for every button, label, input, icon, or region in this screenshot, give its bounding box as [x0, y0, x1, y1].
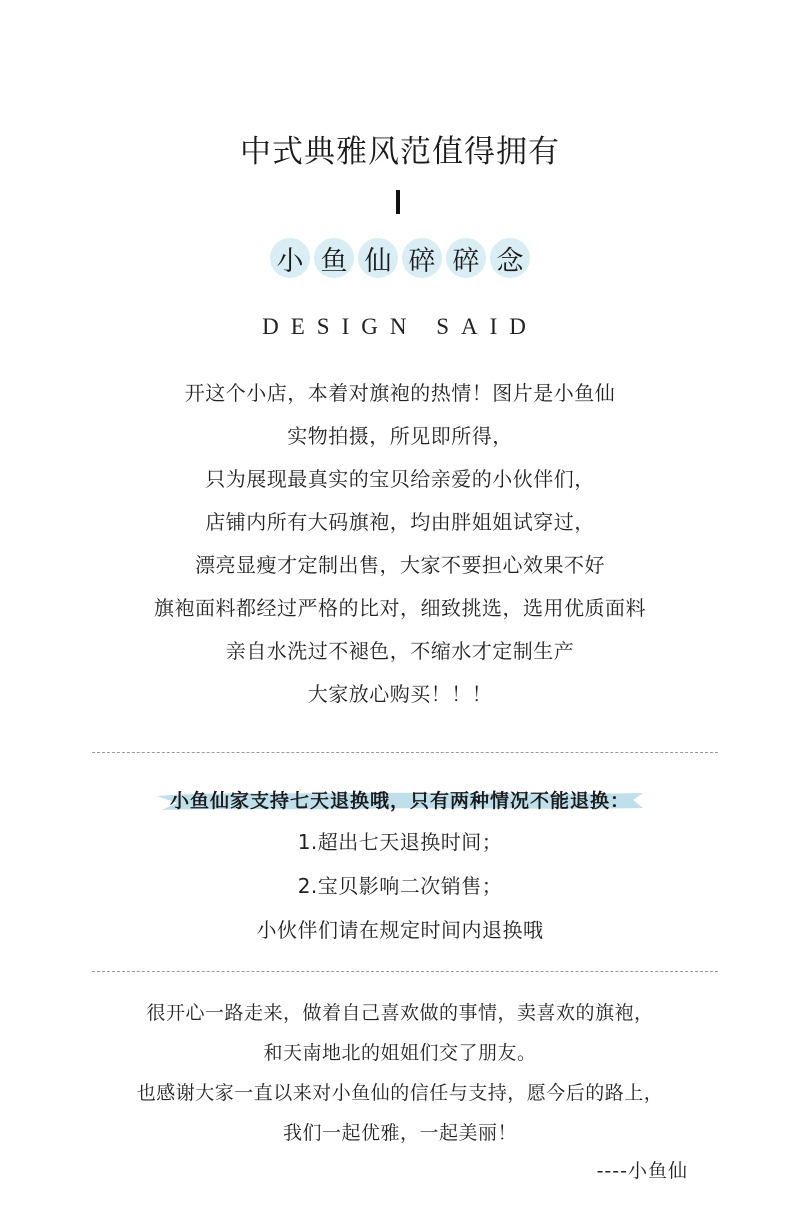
circle-char: 仙 [358, 238, 398, 278]
circle-char: 鱼 [314, 238, 354, 278]
design-said-subtitle: DESIGN SAID [262, 314, 538, 339]
intro-line: 亲自水洗过不褪色，不缩水才定制生产 [225, 639, 575, 663]
closing-line: 我们一起优雅，一起美丽！ [282, 1122, 517, 1144]
intro-line: 实物拍摄，所见即所得， [287, 424, 513, 448]
intro-line: 店铺内所有大码旗袍，均由胖姐姐试穿过， [205, 510, 595, 534]
closing-line: 也感谢大家一直以来对小鱼仙的信任与支持，愿今后的路上， [136, 1082, 664, 1104]
intro-line: 漂亮显瘦才定制出售，大家不要担心效果不好 [195, 553, 605, 577]
policy-headline-wrap [0, 782, 800, 817]
dashed-divider [92, 752, 718, 753]
intro-line: 只为展现最真实的宝贝给亲爱的小伙伴们， [205, 467, 595, 491]
page-title: 中式典雅风范值得拥有 [240, 134, 560, 170]
circle-char: 碎 [446, 238, 486, 278]
signature: ----小鱼仙 [596, 1160, 688, 1182]
policy-line: 小伙伴们请在规定时间内退换哦 [256, 918, 544, 942]
intro-line: 旗袍面料都经过严格的比对，细致挑选，选用优质面料 [154, 596, 646, 620]
circle-char: 念 [490, 238, 530, 278]
policy-line: 1.超出七天退换时间； [297, 830, 503, 854]
policy-headline-text: 小鱼仙家支持七天退换哦，只有两种情况不能退换： [169, 790, 630, 812]
circle-heading [0, 238, 800, 278]
closing-paragraph [0, 993, 800, 1153]
policy-list [0, 820, 800, 952]
intro-line: 开这个小店，本着对旗袍的热情！图片是小鱼仙 [184, 381, 616, 405]
intro-paragraph [0, 372, 800, 716]
closing-line: 和天南地北的姐姐们交了朋友。 [263, 1042, 537, 1064]
policy-line: 2.宝贝影响二次销售； [297, 874, 503, 898]
policy-headline [152, 782, 648, 817]
circle-char: 小 [270, 238, 310, 278]
dashed-divider [92, 971, 718, 972]
circle-char: 碎 [402, 238, 442, 278]
title-divider-bar [396, 190, 400, 214]
closing-line: 很开心一路走来，做着自己喜欢做的事情，卖喜欢的旗袍， [146, 1002, 654, 1024]
intro-line: 大家放心购买！！！ [307, 682, 493, 706]
